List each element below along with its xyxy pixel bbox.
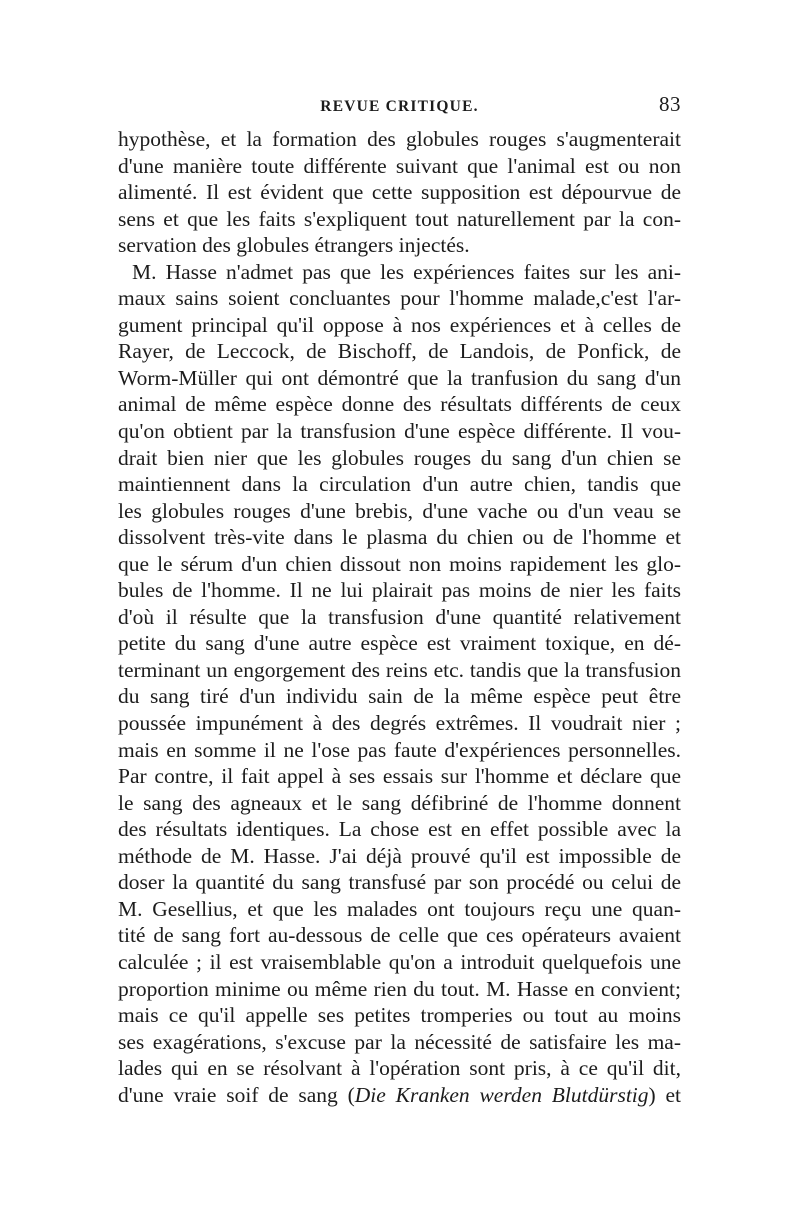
text-line: maux sains soient concluantes pour l'homme malade,c'est l'ar- (118, 286, 681, 311)
german-quote: Die Kranken werden Blutdürstig (354, 1082, 649, 1107)
text-line: doser la quantité du sang transfusé par son procédé ou celui de (118, 870, 681, 895)
text-line: tité de sang fort au-dessous de celle que ces opérateurs avaient (118, 923, 681, 948)
text-line: du sang tiré d'un individu sain de la même espèce peut être (118, 684, 681, 709)
text-line: d'une manière toute différente suivant que l'animal est ou non (118, 153, 681, 178)
text-line: des résultats identiques. La chose est en effet possible avec la (118, 817, 681, 842)
text-line: M. Hasse n'admet pas que les expériences faites sur les ani- (132, 259, 681, 284)
text-line-final (118, 1082, 681, 1109)
text-line: méthode de M. Hasse. J'ai déjà prouvé qu'il est impossible de (118, 843, 681, 868)
page-number: 83 (659, 92, 681, 116)
text-line: bules de l'homme. Il ne lui plairait pas moins de nier les faits (118, 578, 681, 603)
final-line-start: d'une vraie soif de sang ( (118, 1082, 355, 1107)
text-line: hypothèse, et la formation des globules rouges s'augmenterait (118, 127, 681, 151)
page-header (118, 92, 681, 120)
text-line: Worm-Müller qui ont démontré que la tranfusion du sang d'un (118, 365, 681, 390)
text-line: d'où il résulte que la transfusion d'une quantité relativement (118, 604, 681, 629)
text-line: Par contre, il fait appel à ses essais sur l'homme et déclare que (118, 764, 681, 789)
text-line: M. Gesellius, et que les malades ont toujours reçu une quan- (118, 896, 681, 921)
text-line: sens et que les faits s'expliquent tout naturellement par la con- (118, 206, 681, 231)
text-line: qu'on obtient par la transfusion d'une espèce différente. Il vou- (118, 419, 681, 444)
text-line: animal de même espèce donne des résultats différents de ceux (118, 392, 681, 417)
text-line: ses exagérations, s'excuse par la nécessité de satisfaire les ma- (118, 1029, 681, 1054)
body-text (118, 126, 681, 1108)
final-line-end: ) et (648, 1082, 681, 1107)
text-line: terminant un engorgement des reins etc. tandis que la transfusion (118, 657, 681, 682)
running-title: REVUE CRITIQUE. (320, 98, 479, 115)
text-line: les globules rouges d'une brebis, d'une vache ou d'un veau se (118, 498, 681, 523)
text-line: mais en somme il ne l'ose pas faute d'expériences personnelles. (118, 737, 681, 762)
text-line: petite du sang d'une autre espèce est vraiment toxique, en dé- (118, 631, 681, 656)
text-line: poussée impunément à des degrés extrêmes. Il voudrait nier ; (118, 711, 681, 736)
text-line: dissolvent très-vite dans le plasma du chien ou de l'homme et (118, 525, 681, 550)
text-line: drait bien nier que les globules rouges du sang d'un chien se (118, 445, 681, 470)
text-line: que le sérum d'un chien dissout non moins rapidement les glo- (118, 551, 681, 576)
text-line: lades qui en se résolvant à l'opération sont pris, à ce qu'il dit, (118, 1056, 681, 1081)
text-line: servation des globules étrangers injectés. (118, 233, 470, 258)
text-line: mais ce qu'il appelle ses petites tromperies ou tout au moins (118, 1003, 681, 1028)
text-line: alimenté. Il est évident que cette supposition est dépourvue de (118, 180, 681, 205)
text-line: gument principal qu'il oppose à nos expériences et à celles de (118, 312, 681, 337)
text-line: le sang des agneaux et le sang défibriné de l'homme donnent (118, 790, 681, 815)
text-line: calculée ; il est vraisemblable qu'on a introduit quelquefois une (118, 949, 681, 974)
text-line: proportion minime ou même rien du tout. M. Hasse en convient; (118, 976, 681, 1001)
text-line: Rayer, de Leccock, de Bischoff, de Landois, de Ponfick, de (118, 339, 681, 364)
text-line: maintiennent dans la circulation d'un autre chien, tandis que (118, 472, 681, 497)
